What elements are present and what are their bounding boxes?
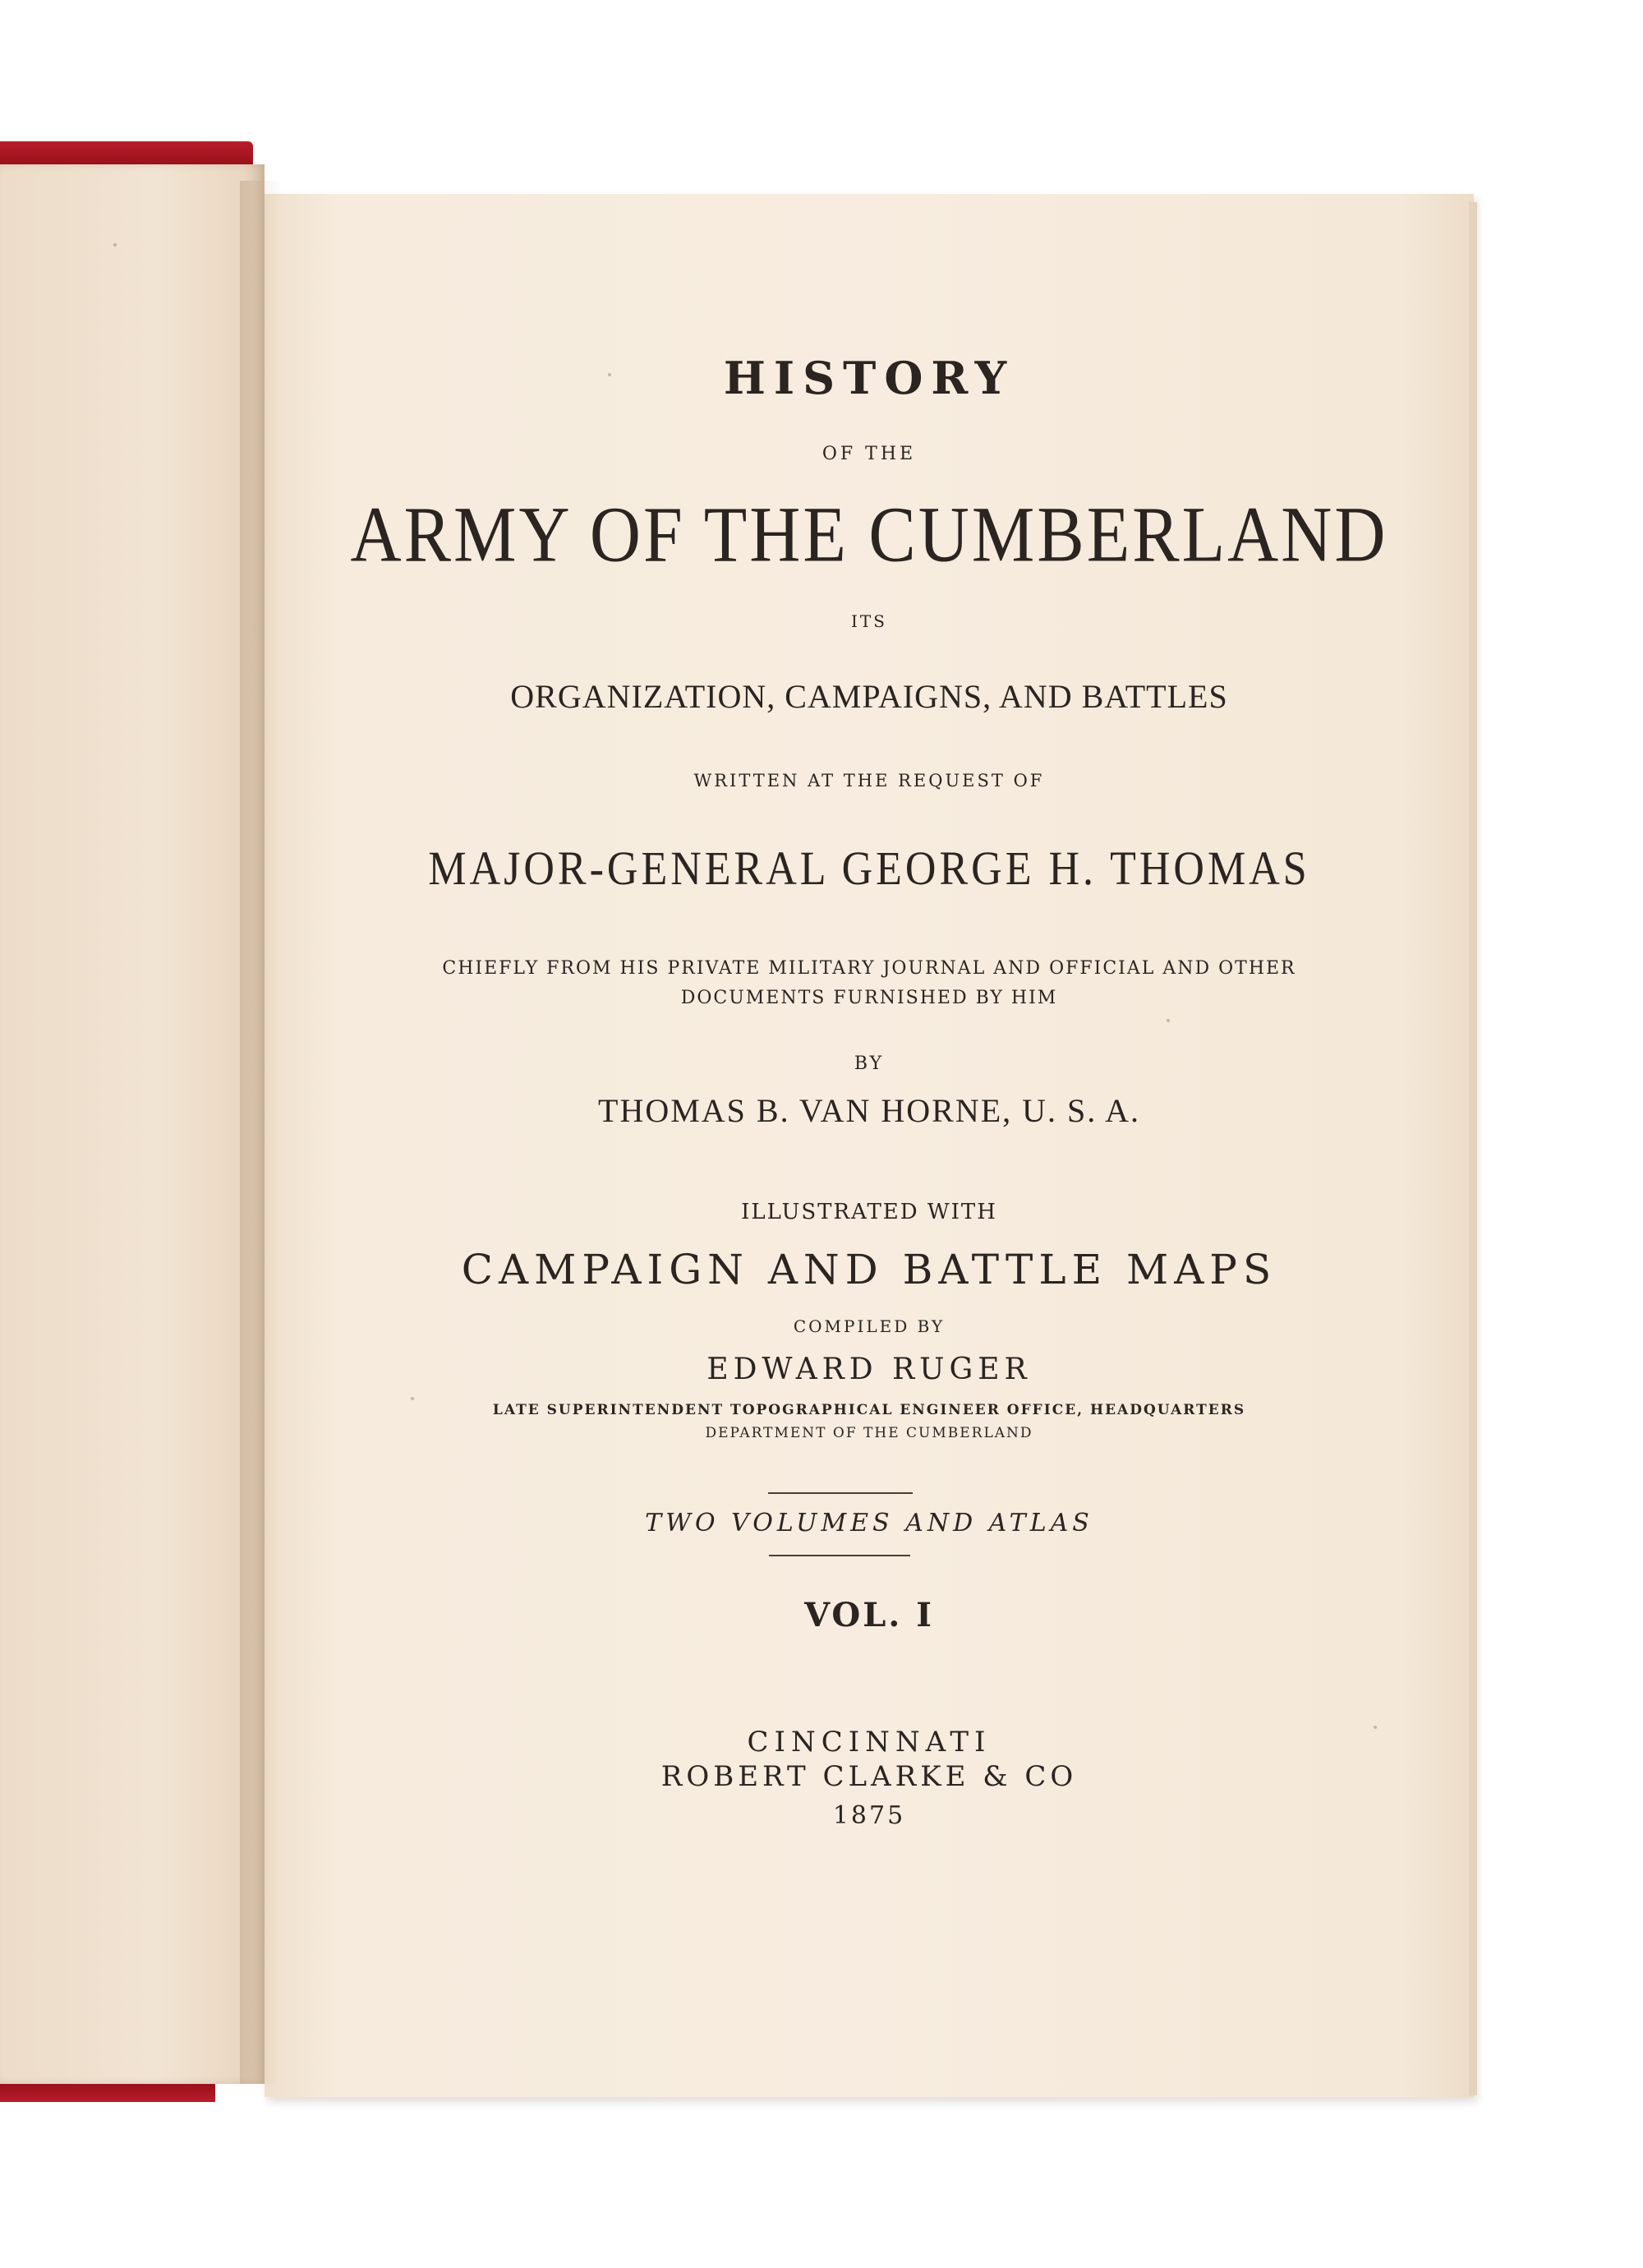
- maps-line: CAMPAIGN AND BATTLE MAPS: [461, 1246, 1277, 1293]
- compiled-by: COMPILED BY: [793, 1316, 946, 1336]
- imprint-city: CINCINNATI: [747, 1726, 992, 1759]
- illustrated-with: ILLUSTRATED WITH: [741, 1200, 997, 1224]
- paper-speck: [113, 243, 117, 247]
- imprint-year: 1875: [832, 1801, 906, 1830]
- sources-line-1: CHIEFLY FROM HIS PRIVATE MILITARY JOURNAL AND OFFICIAL AND OTHER: [442, 958, 1296, 979]
- sources-line-2: DOCUMENTS FURNISHED BY HIM: [680, 988, 1058, 1008]
- written-request: WRITTEN AT THE REQUEST OF: [693, 771, 1045, 791]
- left-pastedown-page: [0, 164, 265, 2084]
- main-title: ARMY OF THE CUMBERLAND: [350, 490, 1388, 579]
- rule-below-volumes: [769, 1555, 910, 1556]
- patron-name: MAJOR-GENERAL GEORGE H. THOMAS: [428, 842, 1310, 896]
- paper-speck: [608, 373, 611, 376]
- paper-speck: [1374, 1726, 1377, 1729]
- compiler-title-line-1: LATE SUPERINTENDENT TOPOGRAPHICAL ENGINEER OFFICE, HEADQUARTERS: [492, 1402, 1246, 1418]
- title-of-the: OF THE: [822, 444, 917, 464]
- paper-speck: [1167, 1019, 1170, 1022]
- compiler-name: EDWARD RUGER: [706, 1353, 1032, 1386]
- imprint-publisher: ROBERT CLARKE & CO: [660, 1760, 1078, 1793]
- compiler-title-line-2: DEPARTMENT OF THE CUMBERLAND: [705, 1425, 1033, 1441]
- paper-speck: [411, 1397, 414, 1400]
- title-its: ITS: [851, 611, 887, 631]
- title-history: HISTORY: [723, 352, 1015, 404]
- volume-number: VOL. I: [804, 1596, 934, 1634]
- volumes-line: TWO VOLUMES AND ATLAS: [645, 1509, 1093, 1537]
- subtitle: ORGANIZATION, CAMPAIGNS, AND BATTLES: [510, 678, 1228, 715]
- gutter-shadow: [240, 181, 281, 2084]
- rule-above-volumes: [768, 1492, 913, 1494]
- author-name: THOMAS B. VAN HORNE, U. S. A.: [598, 1092, 1140, 1129]
- by-line: BY: [854, 1053, 885, 1074]
